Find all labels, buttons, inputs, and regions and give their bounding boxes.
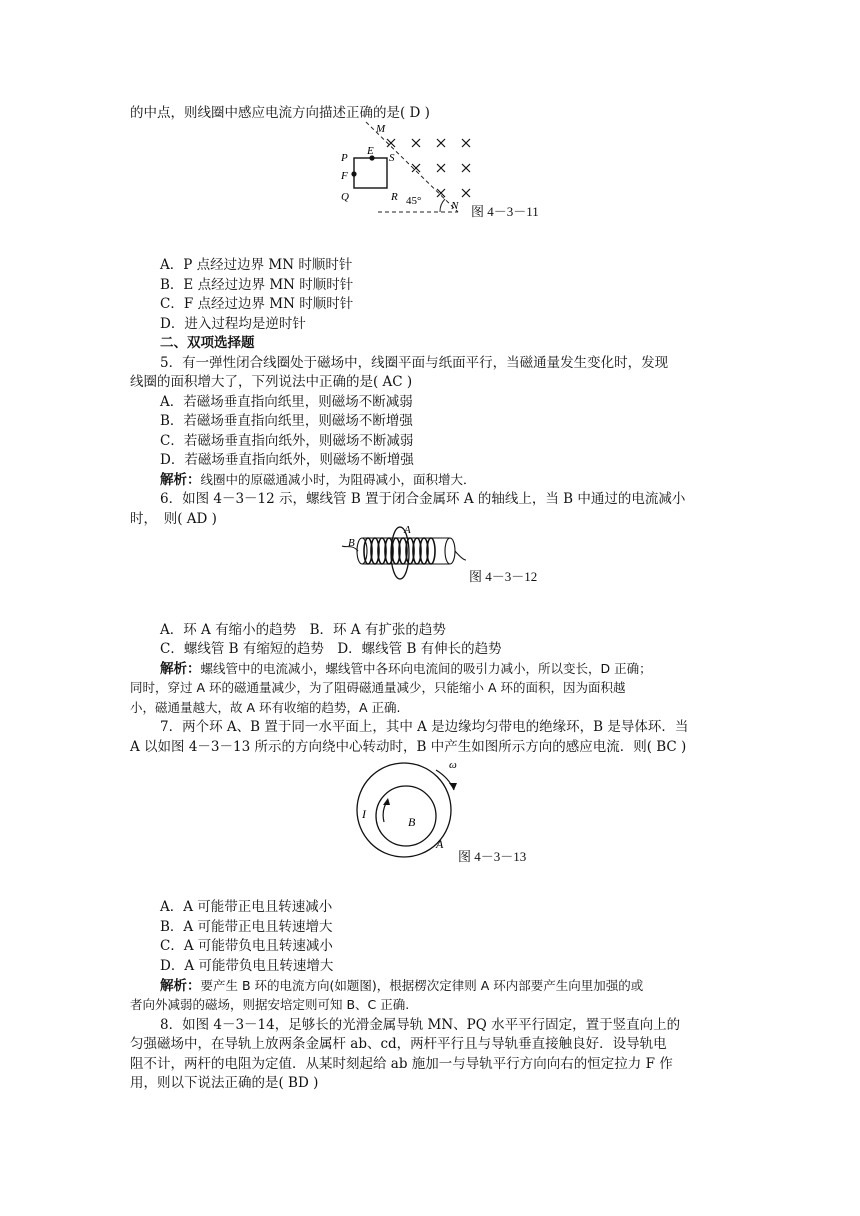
figure-4-3-12-caption: 图 4－3－12 [469,569,538,584]
label-ring-a: A [404,524,411,536]
q5-option-a: A．若磁场垂直指向纸里，则磁场不断减弱 [160,394,413,410]
q6-solution-line-1 [160,659,760,679]
q6-solution-line-3: 小，磁通量越大，故 A 环有收缩的趋势，A 正确. [130,700,401,715]
q7-option-b: B．A 可能带正电且转速增大 [160,919,333,935]
label-q: Q [341,191,349,203]
figure-4-3-12 [340,524,466,584]
angle-arc [440,199,445,212]
q5-stem-line-1: 5．有一弹性闭合线圈处于磁场中，线圈平面与纸面平行，当磁通量发生变化时，发现 [160,355,669,371]
q5-solution [160,470,760,490]
q5-solution-text: 线圈中的原磁通减小时，为阻碍减小，面积增大． [200,472,476,487]
q6-options-line-2: C．螺线管 B 有缩短的趋势 D．螺线管 B 有伸长的趋势 [160,641,502,657]
label-ring-a: A [436,837,444,851]
q4-stem-tail: 的中点，则线圈中感应电流方向描述正确的是( D ) [130,105,430,121]
q7-solution-tag: 解析： [160,978,201,994]
q7-solution-line-2: 者向外减弱的磁场，则据安培定则可知 B、C 正确. [130,997,410,1012]
q6-solution-line-2: 同时，穿过 A 环的磁通量减少，为了阻碍磁通量减少，只能缩小 A 环的面积，因为面积越 [130,680,626,695]
q7-stem-line-2: A 以如图 4－3－13 所示的方向绕中心转动时，B 中产生如图所示方向的感应电流．则( BC ) [130,739,687,755]
label-angle: 45° [406,195,422,207]
q5-stem-line-2: 线圈的面积增大了，下列说法中正确的是( AC ) [130,374,413,390]
label-e: E [367,145,374,157]
label-s: S [389,152,395,164]
q6-stem-line-1: 6．如图 4－3－12 示，螺线管 B 置于闭合金属环 A 的轴线上，当 B 中通过的电流减小 [160,491,686,507]
q7-solution-line-1 [160,976,760,996]
q4-option-c: C．F 点经过边界 MN 时顺时针 [160,296,354,312]
label-r: R [391,191,398,203]
q7-solution-text-1: 要产生 B 环的电流方向(如题图)，根据楞次定律则 A 环内部要产生向里加强的或 [200,978,644,993]
q6-options-line-1: A．环 A 有缩小的趋势 B．环 A 有扩张的趋势 [160,622,446,638]
q8-stem-line-4: 用，则以下说法正确的是( BD ) [130,1075,319,1091]
solenoid-windings [364,538,435,564]
q7-option-c: C．A 可能带负电且转速减小 [160,938,333,954]
label-n: N [451,200,459,212]
label-p: P [341,152,348,164]
q8-stem-line-3: 阻不计，两杆的电阻为定值．从某时刻起给 ab 施加一与导轨平行方向向右的恒定拉力 F 作 [130,1056,673,1072]
q8-stem-line-1: 8．如图 4－3－14，足够长的光滑金属导轨 MN、PQ 水平平行固定，置于竖直向上的 [160,1017,681,1033]
q6-solution-tag: 解析： [160,661,201,677]
q4-option-d: D．进入过程均是逆时针 [160,316,306,332]
q8-stem-line-2: 匀强磁场中，在导轨上放两条金属杆 ab、cd，两杆平行且与导轨垂直接触良好．设导轨电 [130,1036,667,1052]
square-coil [354,158,387,188]
magnetic-field-crosses [387,139,470,197]
q4-option-a: A．P 点经过边界 MN 时顺时针 [160,257,353,273]
figure-4-3-13-caption: 图 4－3－13 [458,849,527,864]
figure-4-3-11 [330,118,480,218]
q5-option-d: D．若磁场垂直指向纸外，则磁场不断增强 [160,452,414,468]
label-solenoid-b: B [348,537,355,549]
q7-option-d: D．A 可能带负电且转速增大 [160,958,334,974]
figure-4-3-13 [348,756,466,860]
figure-4-3-11-caption: 图 4－3－11 [471,204,539,219]
section-2-title: 二、双项选择题 [160,335,255,351]
ring-b-circle [376,786,436,846]
label-omega: ω [449,759,457,771]
label-m: M [376,123,386,135]
label-ring-b: B [408,815,416,829]
q5-option-c: C．若磁场垂直指向纸外，则磁场不断减弱 [160,433,414,449]
q6-stem-line-2: 时， 则( AD ) [130,511,217,527]
point-f-dot [351,171,356,176]
q5-solution-tag: 解析： [160,472,201,488]
label-f: F [341,170,348,182]
q7-option-a: A．A 可能带正电且转速减小 [160,899,333,915]
q7-stem-line-1: 7．两个环 A、B 置于同一水平面上，其中 A 是边缘均匀带电的绝缘环，B 是导体环．当 [160,719,689,735]
q4-option-b: B．E 点经过边界 MN 时顺时针 [160,277,354,293]
label-current-i: I [362,807,366,821]
q6-solution-text-1: 螺线管中的电流减小，螺线管中各环向电流间的吸引力减小，所以变长，D 正确； [200,661,652,676]
q5-option-b: B．若磁场垂直指向纸里，则磁场不断增强 [160,413,413,429]
